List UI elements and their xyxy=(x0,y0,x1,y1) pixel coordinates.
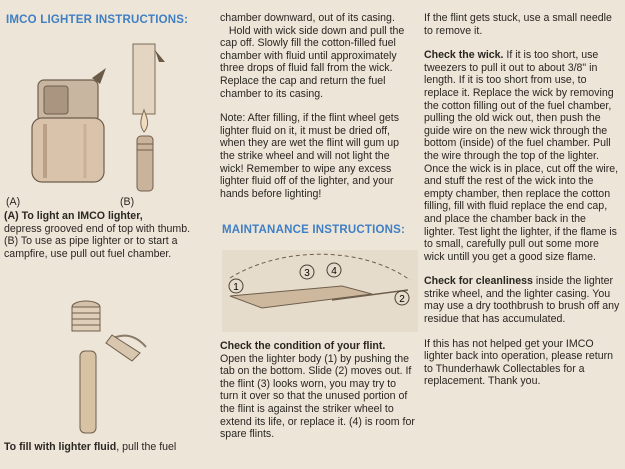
lighter-illustration-b xyxy=(125,40,185,195)
maintenance-heading: MAINTANANCE INSTRUCTIONS: xyxy=(222,224,406,236)
main-heading: IMCO LIGHTER INSTRUCTIONS: xyxy=(6,14,189,26)
final-text: If this has not helped get your IMCO lighter back into operation, please return to Thunderhawk Collectables for a replacement. Thank you. xyxy=(424,337,614,388)
wick-bold: Check the wick. xyxy=(424,49,504,62)
clean-bold: Check for cleanliness xyxy=(424,275,533,288)
note-text: Note: After filling, if the flint wheel gets lighter fluid on it, it must be dried off, when they are wet the flint will gum up the strike wheel and will not light the wick! Remember to wipe any excess lighter fluid off of the lighter, and your hands before lighting! xyxy=(220,112,400,200)
lighting-text xyxy=(4,210,214,260)
label-a: (A) xyxy=(6,196,21,208)
maintenance-diagram xyxy=(222,250,418,332)
diagram-label-1: 1 xyxy=(233,282,239,293)
stuck-text: If the flint gets stuck, use a small needle to remove it. xyxy=(424,12,612,37)
fill-rest: , pull the fuel xyxy=(116,441,177,453)
column-2-top xyxy=(220,12,416,200)
diagram-label-2: 2 xyxy=(399,294,405,305)
flint-section xyxy=(220,340,416,441)
light-instruction-text: depress grooved end of top with thumb. xyxy=(4,222,191,235)
pipe-instruction-text: (B) To use as pipe lighter or to start a campfire, use pull out fuel chamber. xyxy=(4,235,178,260)
fill-steps-text-2: Hold with wick side down and pull the cap off. Slowly fill the cotton-filled fuel chamber with fluid until approximately three drops of fluid fall from the wick. Replace the cap and return the fuel chamber to its casing. xyxy=(220,24,408,100)
diagram-label-3: 3 xyxy=(304,268,310,279)
flint-bold: Check the condition of your flint. xyxy=(220,340,386,352)
column-3 xyxy=(424,12,620,388)
clean-text: inside the lighter strike wheel, and the lighter casing. You may use a dry toothbrush to brush off any residue that has accumulated. xyxy=(424,275,620,326)
flint-text: Open the lighter body (1) by pushing the tab on the bottom. Slide (2) moves out. If the flint (3) looks worn, you may try to turn it over so that the unused portion of the flint is against the striker wheel to extend its life, or replace it. (4) is room for spare flints. xyxy=(220,352,415,441)
wick-text: If it is too short, use tweezers to pull it out to about 3/8" in length. If it is too short from use, to replace it. Replace the wick by removing the cotton filling out of the fuel chamber, pulling the old wick out, then push the guide wire on the new wick through the bottom (inside) of the fuel chamber. Pull the wire through the top of the lighter. Once the wick is in place, cut off the wire, and stuff the rest of the wick into the empty chamber, then replace the cotton filling, fill with fluid replace the end cap, and place the chamber back in the lighter. Test light the lighter, if the flame is to small, carefully pull out some more wick untill you get a good size flame. xyxy=(424,49,619,263)
fill-bold: To fill with lighter fluid xyxy=(4,441,117,453)
fill-intro xyxy=(4,441,214,454)
light-instruction-bold: (A) To light an IMCO lighter, xyxy=(4,210,143,222)
filling-illustration xyxy=(60,295,160,440)
label-b: (B) xyxy=(120,196,135,208)
diagram-label-4: 4 xyxy=(331,266,337,277)
lighter-illustration-a xyxy=(10,60,115,195)
fill-steps-text-1: chamber downward, out of its casing. xyxy=(220,12,395,24)
